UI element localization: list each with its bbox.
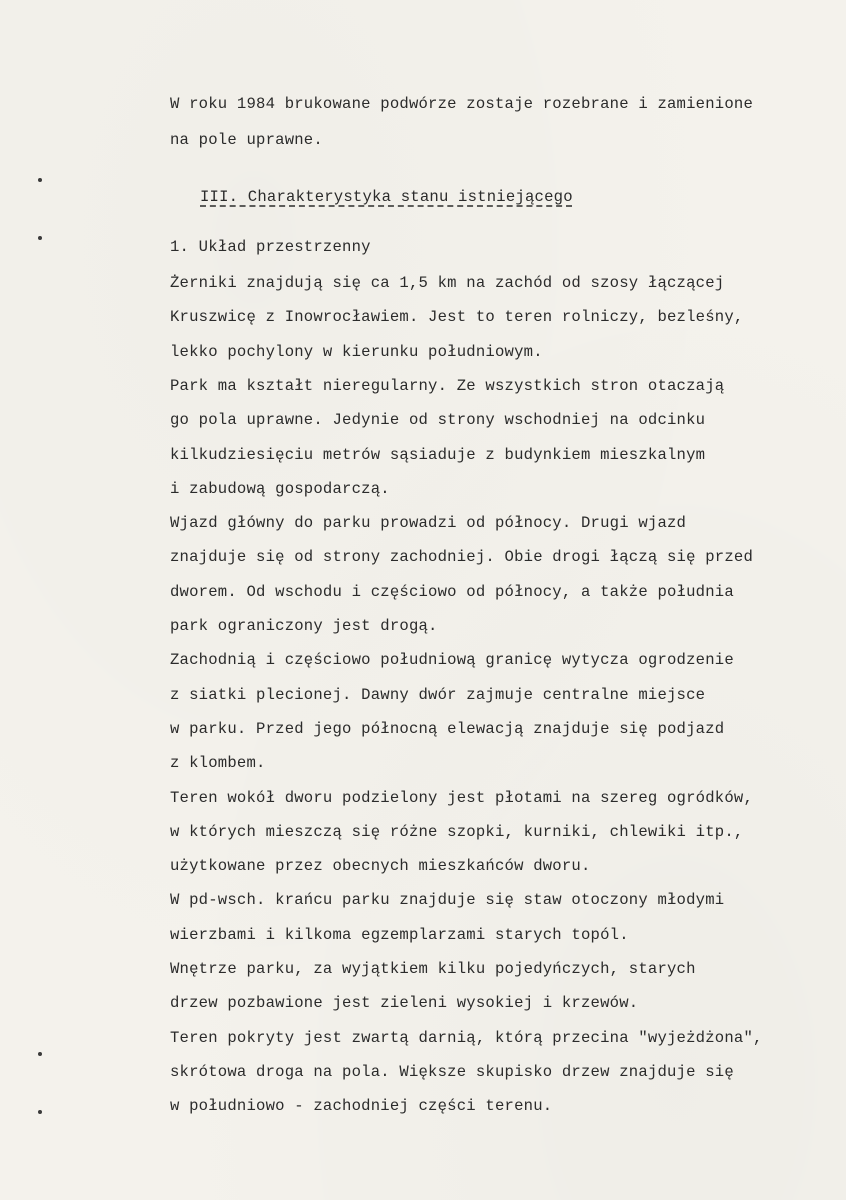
body-line: go pola uprawne. Jedynie od strony wschodniej na odcinku bbox=[170, 411, 706, 430]
intro-line: na pole uprawne. bbox=[170, 131, 323, 149]
body-line: z siatki plecionej. Dawny dwór zajmuje centralne miejsce bbox=[170, 685, 706, 704]
body-line: w południowo - zachodniej części terenu. bbox=[170, 1097, 553, 1116]
body-line: Wjazd główny do parku prowadzi od północy. Drugi wjazd bbox=[170, 514, 687, 533]
subsection-heading: 1. Układ przestrzenny bbox=[170, 238, 371, 256]
body-line: W pd-wsch. krańcu parku znajduje się staw otoczony młodymi bbox=[170, 891, 725, 910]
body-line: i zabudową gospodarczą. bbox=[170, 479, 390, 498]
body-line: dworem. Od wschodu i częściowo od północy, a także południa bbox=[170, 582, 734, 601]
body-line: znajduje się od strony zachodniej. Obie drogi łączą się przed bbox=[170, 548, 754, 567]
document-text bbox=[170, 0, 830, 1116]
margin-mark bbox=[38, 1052, 42, 1056]
body-line: użytkowane przez obecnych mieszkańców dworu. bbox=[170, 857, 591, 876]
body-line: kilkudziesięciu metrów sąsiaduje z budynkiem mieszkalnym bbox=[170, 445, 706, 464]
body-line: lekko pochylony w kierunku południowym. bbox=[170, 342, 543, 361]
body-line: Kruszwicę z Inowrocławiem. Jest to teren rolniczy, bezleśny, bbox=[170, 308, 744, 327]
body-line: Zachodnią i częściowo południową granicę wytycza ogrodzenie bbox=[170, 651, 734, 670]
body-line: w których mieszczą się różne szopki, kurniki, chlewiki itp., bbox=[170, 822, 744, 841]
intro-line: W roku 1984 brukowane podwórze zostaje rozebrane i zamienione bbox=[170, 95, 754, 113]
section-heading: III. Charakterystyka stanu istniejącego bbox=[200, 188, 573, 206]
body-line: Teren wokół dworu podzielony jest płotami na szereg ogródków, bbox=[170, 788, 754, 807]
margin-mark bbox=[38, 236, 42, 240]
body-line: wierzbami i kilkoma egzemplarzami starych topól. bbox=[170, 925, 629, 944]
body-line: Park ma kształt nieregularny. Ze wszystkich stron otaczają bbox=[170, 376, 725, 395]
body-line: w parku. Przed jego północną elewacją znajduje się podjazd bbox=[170, 719, 725, 738]
body-line: drzew pozbawione jest zieleni wysokiej i krzewów. bbox=[170, 994, 639, 1013]
body-line: skrótowa droga na pola. Większe skupisko drzew znajduje się bbox=[170, 1062, 734, 1081]
body-line: z klombem. bbox=[170, 754, 266, 773]
body-line: Teren pokryty jest zwartą darnią, którą przecina "wyjeżdżona", bbox=[170, 1028, 763, 1047]
body-line: park ograniczony jest drogą. bbox=[170, 617, 438, 635]
margin-mark bbox=[38, 1110, 42, 1114]
body-line: Wnętrze parku, za wyjątkiem kilku pojedyńczych, starych bbox=[170, 960, 696, 978]
body-line: Żerniki znajdują się ca 1,5 km na zachód od szosy łączącej bbox=[170, 274, 725, 292]
margin-mark bbox=[38, 178, 42, 182]
